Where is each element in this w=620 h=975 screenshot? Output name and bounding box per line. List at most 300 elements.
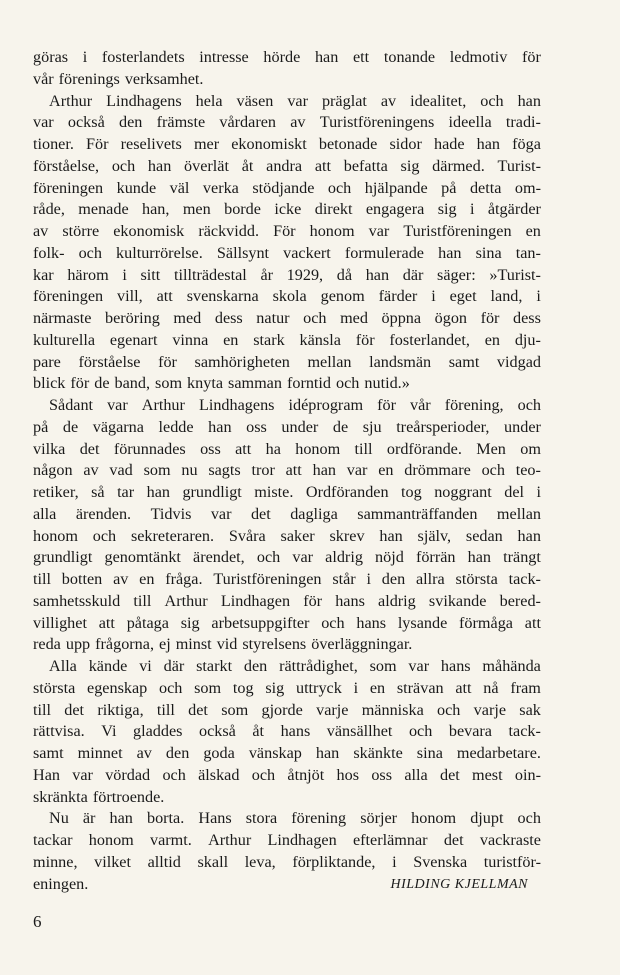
word: var xyxy=(287,91,308,110)
word: fosterlandet, xyxy=(389,330,470,349)
word: folk- xyxy=(33,243,65,262)
word: vidgad xyxy=(496,352,541,371)
word: öppna xyxy=(381,309,422,327)
word: hans xyxy=(440,657,471,675)
word: tog xyxy=(401,483,422,501)
word: vackert xyxy=(283,243,331,262)
word: var xyxy=(368,222,390,240)
word: uttryck xyxy=(295,678,342,697)
word: ett xyxy=(353,48,370,66)
word: egenart xyxy=(109,330,158,349)
text-line xyxy=(33,460,541,482)
word: Men xyxy=(476,439,506,458)
word: svenskarna xyxy=(186,287,259,306)
word: förpliktande, xyxy=(292,852,376,871)
text-line xyxy=(33,308,541,330)
word: kulturella xyxy=(33,330,96,349)
word: tonande xyxy=(383,48,436,66)
word: idealitet, xyxy=(410,91,467,110)
word: knyta xyxy=(187,374,224,393)
word: mellan xyxy=(496,504,541,523)
word: större xyxy=(62,222,100,240)
word: där xyxy=(402,265,424,284)
word: av xyxy=(136,744,152,762)
word: han xyxy=(438,243,462,262)
word: tack- xyxy=(508,722,541,741)
word: stödjande xyxy=(252,178,315,197)
word: och xyxy=(336,374,360,393)
word: för xyxy=(377,396,396,414)
word: vårdaren xyxy=(219,113,277,132)
word: var xyxy=(292,548,314,567)
word: Hans xyxy=(198,809,232,828)
word: minst xyxy=(175,635,212,654)
word: upp xyxy=(65,635,91,654)
word: han xyxy=(146,483,170,501)
word: genomtänkt xyxy=(104,548,181,567)
word: färder xyxy=(378,287,418,306)
word: största xyxy=(455,570,498,588)
word: närmaste xyxy=(33,309,92,327)
word: som xyxy=(221,700,249,719)
word: varje xyxy=(316,700,349,719)
word: fram xyxy=(510,678,541,697)
word: honom xyxy=(295,439,341,458)
word: den xyxy=(119,113,143,132)
word: förunnades xyxy=(113,439,186,458)
word: om xyxy=(520,439,541,458)
word: Lindhagen xyxy=(220,591,291,610)
word: det xyxy=(439,765,460,784)
word: sörjer xyxy=(360,809,398,828)
word: åtnjöt xyxy=(287,765,325,784)
text-line xyxy=(33,221,541,243)
word: och xyxy=(517,809,541,828)
text-line xyxy=(33,634,541,656)
word: vänsällhet xyxy=(326,722,393,741)
word: minnet xyxy=(77,744,123,762)
word: Lindhagen xyxy=(267,831,337,849)
word: ideella xyxy=(448,113,492,132)
word: för xyxy=(480,309,500,327)
word: i xyxy=(82,48,88,66)
word: så xyxy=(91,483,105,501)
word: också xyxy=(198,722,236,741)
word: med xyxy=(340,309,368,327)
word: han xyxy=(147,156,172,175)
word: sidor xyxy=(389,135,422,153)
text-line xyxy=(33,156,541,178)
word: nå xyxy=(483,678,499,697)
text-line xyxy=(33,808,541,830)
word: förståelse, xyxy=(33,156,100,175)
word: varmt. xyxy=(150,831,192,849)
word: 1929, xyxy=(286,265,324,284)
word: medarbetare. xyxy=(456,744,541,762)
word: råde, xyxy=(33,200,65,219)
word: och xyxy=(303,309,327,327)
word: älskad xyxy=(198,765,240,784)
word: och xyxy=(256,548,281,567)
word: tradi- xyxy=(505,113,541,132)
word: till xyxy=(354,439,373,458)
word: göras xyxy=(33,48,69,66)
word: Arthur xyxy=(141,396,185,414)
word: vi xyxy=(139,657,152,675)
word: riktiga, xyxy=(97,700,144,719)
text-line xyxy=(33,569,541,591)
word: av xyxy=(290,113,306,132)
word: menade xyxy=(78,200,129,219)
word: som xyxy=(369,657,397,675)
word: på xyxy=(33,417,49,436)
word: hos xyxy=(336,765,360,784)
word: idéprogram xyxy=(288,396,364,414)
text-line xyxy=(33,243,541,265)
word: tan- xyxy=(515,243,541,262)
word: forntid xyxy=(286,374,332,393)
word: leva, xyxy=(244,852,276,871)
text-line xyxy=(33,69,541,91)
word: och xyxy=(480,91,504,110)
word: oss xyxy=(246,417,267,436)
word: för xyxy=(355,330,375,349)
word: av xyxy=(113,570,129,588)
word: vördad xyxy=(105,765,151,784)
word: det xyxy=(443,831,464,849)
text-line xyxy=(33,656,541,678)
word: aldrig xyxy=(378,591,416,610)
text-line xyxy=(33,482,541,504)
word: de xyxy=(94,374,110,393)
text-line xyxy=(33,721,541,743)
word: goda xyxy=(203,744,235,762)
word: till xyxy=(156,700,175,719)
text-line xyxy=(33,526,541,548)
word: ekonomiskt xyxy=(231,135,307,153)
word: honom xyxy=(411,809,457,828)
word: Svåra xyxy=(228,526,266,545)
word: samt xyxy=(448,352,480,371)
word: var xyxy=(210,504,232,523)
word: tackar xyxy=(33,831,73,849)
word: bevara xyxy=(448,722,492,741)
word: frågorna, xyxy=(95,635,155,654)
word: var xyxy=(72,765,93,784)
word: grundligt xyxy=(182,483,242,501)
word: aldrig xyxy=(325,548,363,567)
word: och xyxy=(517,396,541,414)
word: överläggningar. xyxy=(311,635,413,654)
word: oss xyxy=(371,765,393,784)
word: minne, xyxy=(33,852,78,871)
word: styrelsens xyxy=(242,635,307,654)
word: vår xyxy=(33,69,54,88)
word: vägarna xyxy=(92,417,144,436)
word: samman xyxy=(228,374,282,393)
word: och xyxy=(481,461,505,480)
text-line xyxy=(33,47,541,69)
word: största xyxy=(33,678,76,697)
word: de xyxy=(332,417,349,436)
word: dess xyxy=(513,309,541,327)
text-line xyxy=(33,830,541,852)
word: av xyxy=(83,461,99,480)
word: någon xyxy=(33,461,73,480)
word: skola xyxy=(272,287,307,306)
word: sina xyxy=(416,744,443,762)
word: till xyxy=(33,700,51,719)
word: själv, xyxy=(417,526,452,545)
word: en xyxy=(369,678,386,697)
word: han xyxy=(379,526,403,545)
word: vilka xyxy=(33,439,66,458)
word: nu xyxy=(181,461,198,480)
word: de xyxy=(62,417,79,436)
word: mer xyxy=(193,135,220,153)
word: stark xyxy=(253,330,285,349)
word: reselivets xyxy=(120,135,182,153)
word: i xyxy=(353,678,359,697)
word: intresse xyxy=(199,48,249,66)
word: teo- xyxy=(515,461,541,480)
word: ordförande. xyxy=(386,439,462,458)
word: fråga. xyxy=(165,570,203,588)
word: det xyxy=(250,504,271,523)
word: sedan xyxy=(465,526,503,545)
word: hade xyxy=(433,135,465,153)
word: föga xyxy=(512,135,541,153)
word: vill, xyxy=(117,287,143,306)
text-line xyxy=(33,613,541,635)
word: sak xyxy=(519,700,541,719)
word: beröring xyxy=(105,309,160,327)
text-line xyxy=(33,352,541,374)
word: han xyxy=(208,417,232,436)
word: noggrant xyxy=(434,483,492,501)
word: och xyxy=(159,678,183,697)
word: eget xyxy=(449,287,477,306)
word: sju xyxy=(362,417,382,436)
word: i xyxy=(122,265,127,284)
word: Turist- xyxy=(497,156,541,175)
word: han xyxy=(467,548,491,567)
word: formulerade xyxy=(344,243,424,262)
word: säger: xyxy=(437,265,476,284)
word: verka xyxy=(202,178,239,197)
word: och xyxy=(251,765,276,784)
word: i xyxy=(469,200,475,219)
word: samt xyxy=(33,744,64,762)
page-number: 6 xyxy=(33,912,42,931)
word: där xyxy=(163,657,185,675)
word: hela xyxy=(195,91,223,110)
word: han xyxy=(517,526,541,545)
word: ögon xyxy=(434,309,467,327)
word: var xyxy=(107,396,128,414)
word: räckvidd. xyxy=(198,222,260,240)
word: Han xyxy=(33,765,60,784)
word: borde xyxy=(224,200,261,219)
word: åt xyxy=(241,156,254,175)
word: i xyxy=(536,483,541,501)
word: tioner. xyxy=(33,135,74,153)
word: Sällsynt xyxy=(216,243,270,262)
word: förmåga xyxy=(459,613,513,632)
word: bered- xyxy=(499,591,541,610)
word: av xyxy=(33,222,49,240)
word: sagts xyxy=(208,461,241,480)
word: varje xyxy=(473,700,507,719)
word: till xyxy=(33,570,51,588)
word: detta xyxy=(469,178,502,197)
text-line xyxy=(33,439,541,461)
word: på xyxy=(441,178,457,197)
word: vänskap xyxy=(248,744,302,762)
word: känsla xyxy=(299,330,341,349)
word: botten xyxy=(61,570,103,588)
word: sammanträffanden xyxy=(357,504,478,523)
word: Turistföreningen xyxy=(213,570,322,588)
word: vår xyxy=(410,396,431,414)
word: att xyxy=(455,678,472,697)
word: att xyxy=(524,613,541,632)
word: är xyxy=(82,809,96,828)
word: andra xyxy=(266,156,303,175)
word: som xyxy=(194,678,222,697)
word: och xyxy=(162,765,186,784)
word: tror xyxy=(251,461,275,480)
word: han xyxy=(109,809,133,828)
word: ej xyxy=(159,635,171,654)
word: sekreteraren. xyxy=(130,526,215,545)
word: honom xyxy=(88,831,134,849)
word: tillträdestal xyxy=(173,265,247,284)
word: reda xyxy=(33,635,61,654)
word: att xyxy=(235,439,252,458)
word: kar xyxy=(33,265,54,284)
word: trängt xyxy=(503,548,541,567)
word: betonade xyxy=(318,135,378,153)
text-line xyxy=(33,286,541,308)
word: en xyxy=(378,461,394,480)
word: samhörigheten xyxy=(194,352,290,371)
word: direkt xyxy=(314,200,353,219)
word: tog xyxy=(232,678,254,697)
word: Arthur xyxy=(49,91,93,110)
word: oss xyxy=(200,439,221,458)
word: en xyxy=(139,570,155,588)
word: hörde xyxy=(263,48,301,66)
text-line xyxy=(33,700,541,722)
word: borta. xyxy=(146,809,185,828)
word: med xyxy=(173,309,202,327)
word: genom xyxy=(320,287,365,306)
word: verksamhet. xyxy=(124,69,204,88)
word: därmed. xyxy=(432,156,485,175)
word: fosterlandets xyxy=(101,48,185,66)
word: treårsperioder, xyxy=(396,417,490,436)
text-line xyxy=(33,591,541,613)
word: åtgärder xyxy=(487,200,541,219)
word: och xyxy=(92,526,117,545)
word: del xyxy=(504,483,524,501)
word: band, xyxy=(114,374,151,393)
word: sig xyxy=(180,613,200,632)
word: för xyxy=(303,591,323,610)
word: tar xyxy=(117,483,135,501)
word: »Turist- xyxy=(489,265,541,284)
word: blick xyxy=(33,374,66,393)
word: att xyxy=(314,156,332,175)
body-text xyxy=(33,47,541,895)
word: främste xyxy=(156,113,206,132)
word: dju- xyxy=(514,330,541,349)
text-line xyxy=(33,112,541,134)
word: skrev xyxy=(329,526,365,545)
text-line xyxy=(33,678,541,700)
word: för xyxy=(158,352,177,371)
word: i xyxy=(431,287,436,306)
text-line xyxy=(33,787,541,809)
word: ärendet, xyxy=(193,548,245,567)
word: men xyxy=(182,200,211,219)
word: pare xyxy=(33,352,61,371)
text-line xyxy=(33,852,541,874)
word: år xyxy=(260,265,274,284)
word: människa xyxy=(361,700,424,719)
word: efterlämnar xyxy=(352,831,428,849)
word: överlät xyxy=(184,156,229,175)
word: sig xyxy=(437,200,457,219)
word: förståelse xyxy=(78,352,141,371)
word: hans xyxy=(356,613,387,632)
word: för xyxy=(522,48,541,66)
word: om- xyxy=(514,178,541,197)
word: hjälpande xyxy=(364,178,428,197)
text-line xyxy=(33,265,541,287)
word: lysande xyxy=(397,613,448,632)
word: också xyxy=(67,113,105,132)
word: Arthur xyxy=(164,591,208,610)
word: alltid xyxy=(147,852,181,871)
word: den xyxy=(243,657,268,675)
word: Arthur xyxy=(208,831,252,849)
text-line xyxy=(33,91,541,113)
text-line xyxy=(33,547,541,569)
word: en xyxy=(525,222,541,240)
word: och xyxy=(327,178,352,197)
word: kulturrörelse. xyxy=(116,243,203,262)
word: honom xyxy=(33,526,78,545)
word: sig xyxy=(400,156,420,175)
word: förening xyxy=(291,809,347,828)
word: den xyxy=(165,744,190,762)
word: vad xyxy=(109,461,133,480)
word: väsen xyxy=(236,91,274,110)
word: rättvisa. xyxy=(33,722,85,741)
text-line xyxy=(33,765,541,787)
word: arbetsuppgifter xyxy=(211,613,310,632)
word: honom xyxy=(309,222,355,240)
word: skänkte xyxy=(353,744,403,762)
word: stora xyxy=(245,809,278,828)
word: föreningen xyxy=(33,287,104,306)
word: icke xyxy=(274,200,302,219)
word: var xyxy=(408,657,430,675)
word: villighet xyxy=(33,613,87,632)
word: vid xyxy=(216,635,238,654)
